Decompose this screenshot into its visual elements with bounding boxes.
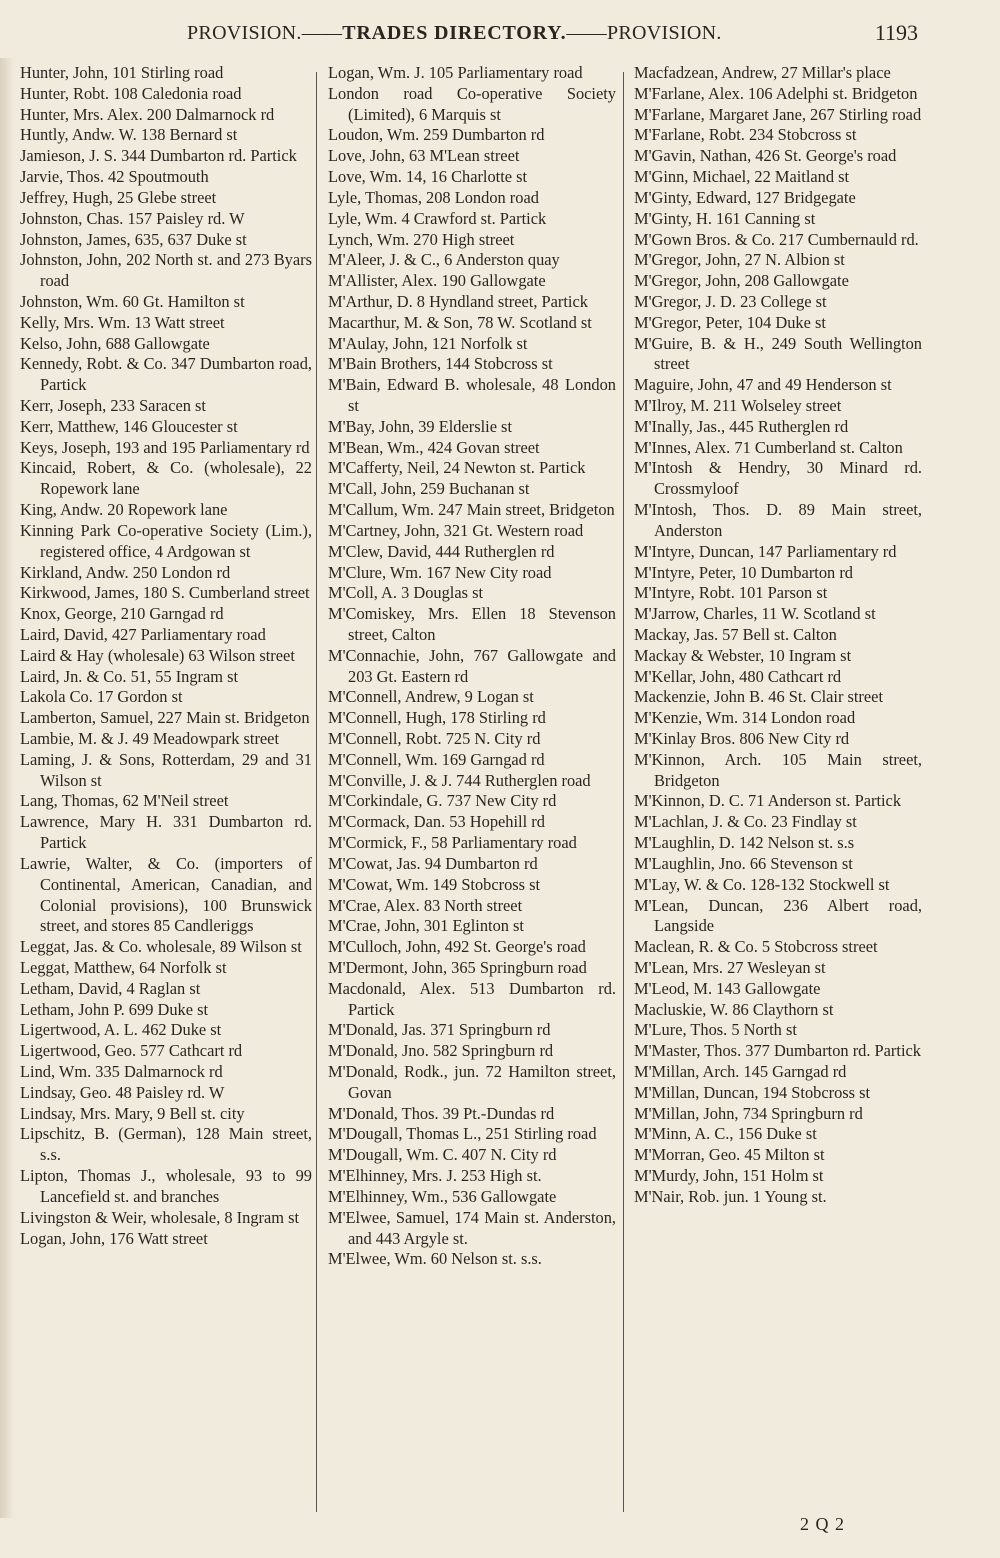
directory-entry: Lakola Co. 17 Gordon st	[20, 687, 183, 707]
directory-entry: M'Crae, Alex. 83 North street	[328, 895, 523, 915]
header-center: TRADES DIRECTORY.	[342, 22, 567, 44]
directory-entry: M'Millan, Duncan, 194 Stobcross st	[634, 1082, 871, 1102]
directory-entry: M'Intyre, Duncan, 147 Parliamentary rd	[634, 541, 897, 561]
directory-entry: M'Intosh & Hendry, 30 Minard rd. Crossmyloof	[634, 458, 922, 499]
directory-entry: M'Connell, Andrew, 9 Logan st	[328, 687, 534, 707]
directory-entry: Letham, David, 4 Raglan st	[20, 978, 201, 998]
directory-entry: Lynch, Wm. 270 High street	[328, 229, 515, 249]
directory-entry: Kinning Park Co-operative Society (Lim.), registered office, 4 Ardgowan st	[20, 520, 312, 561]
directory-entry: Johnston, James, 635, 637 Duke st	[20, 229, 247, 249]
directory-entry: M'Elwee, Samuel, 174 Main st. Anderston, and 443 Argyle st.	[328, 1207, 616, 1248]
directory-entry: Mackay, Jas. 57 Bell st. Calton	[634, 624, 837, 644]
directory-entry: M'Lay, W. & Co. 128-132 Stockwell st	[634, 874, 890, 894]
directory-entry: Livingston & Weir, wholesale, 8 Ingram st	[20, 1207, 300, 1227]
directory-entry: M'Ilroy, M. 211 Wolseley street	[634, 396, 842, 415]
directory-entry: M'Connell, Hugh, 178 Stirling rd	[328, 708, 546, 728]
directory-entry: M'Comiskey, Mrs. Ellen 18 Stevenson street, Calton	[328, 604, 616, 644]
directory-entry: M'Gregor, J. D. 23 College st	[634, 291, 827, 311]
directory-entry: M'Aleer, J. & C., 6 Anderston quay	[328, 250, 560, 270]
directory-entry: Love, John, 63 M'Lean street	[328, 146, 520, 166]
directory-entry: M'Arthur, D. 8 Hyndland street, Partick	[328, 291, 588, 311]
directory-entry: M'Elhinney, Wm., 536 Gallowgate	[328, 1186, 557, 1206]
directory-entry: Leggat, Jas. & Co. wholesale, 89 Wilson st	[20, 937, 302, 957]
directory-entry: M'Farlane, Margaret Jane, 267 Stirling road	[634, 104, 922, 124]
directory-entry: Lang, Thomas, 62 M'Neil street	[20, 791, 229, 811]
directory-columns	[0, 63, 1000, 1513]
directory-entry: M'Cormick, F., 58 Parliamentary road	[328, 833, 577, 853]
directory-entry: M'Morran, Geo. 45 Milton st	[634, 1145, 825, 1165]
directory-entry: M'Dougall, Thomas L., 251 Stirling road	[328, 1124, 597, 1144]
directory-entry: Kelly, Mrs. Wm. 13 Watt street	[20, 312, 225, 332]
signature-mark: 2 Q 2	[800, 1514, 845, 1534]
directory-entry: M'Millan, Arch. 145 Garngad rd	[634, 1062, 847, 1081]
directory-entry: Lind, Wm. 335 Dalmarnock rd	[20, 1062, 223, 1081]
directory-entry: M'Clew, David, 444 Rutherglen rd	[328, 541, 555, 561]
directory-entry: Hunter, John, 101 Stirling road	[20, 63, 224, 82]
directory-entry: Love, Wm. 14, 16 Charlotte st	[328, 167, 528, 187]
directory-entry: Kelso, John, 688 Gallowgate	[20, 333, 210, 353]
directory-entry: M'Allister, Alex. 190 Gallowgate	[328, 271, 546, 291]
directory-entry: M'Lean, Duncan, 236 Albert road, Langside	[634, 895, 922, 936]
directory-entry: Mackenzie, John B. 46 St. Clair street	[634, 687, 883, 707]
directory-entry: M'Corkindale, G. 737 New City rd	[328, 791, 557, 811]
directory-entry: M'Donald, Jno. 582 Springburn rd	[328, 1041, 554, 1061]
directory-entry: Leggat, Matthew, 64 Norfolk st	[20, 957, 227, 977]
directory-entry: M'Lean, Mrs. 27 Wesleyan st	[634, 957, 826, 977]
directory-entry: London road Co-operative Society (Limited), 6 Marquis st	[328, 83, 616, 124]
directory-entry: Jeffrey, Hugh, 25 Glebe street	[20, 187, 217, 207]
directory-entry: Johnston, Wm. 60 Gt. Hamilton st	[20, 291, 245, 311]
directory-entry: M'Cafferty, Neil, 24 Newton st. Partick	[328, 458, 586, 478]
directory-entry: Lawrie, Walter, & Co. (importers of Continental, American, Canadian, and Colonial provisions), 100 Brunswick street, and stores 85 Candleriggs	[20, 853, 312, 936]
directory-entry: Logan, John, 176 Watt street	[20, 1228, 208, 1248]
directory-entry: King, Andw. 20 Ropework lane	[20, 500, 228, 520]
directory-entry: Macdonald, Alex. 513 Dumbarton rd. Partick	[328, 978, 616, 1019]
directory-entry: Laird, David, 427 Parliamentary road	[20, 624, 266, 644]
directory-column-1	[20, 63, 312, 1249]
directory-entry: Laming, J. & Sons, Rotterdam, 29 and 31 Wilson st	[20, 749, 312, 790]
directory-entry: M'Kinnon, D. C. 71 Anderson st. Partick	[634, 791, 902, 811]
directory-entry: M'Laughlin, Jno. 66 Stevenson st	[634, 853, 853, 873]
directory-entry: M'Intyre, Robt. 101 Parson st	[634, 583, 828, 603]
directory-entry: Kerr, Joseph, 233 Saracen st	[20, 396, 206, 415]
directory-entry: M'Donald, Thos. 39 Pt.-Dundas rd	[328, 1103, 555, 1123]
directory-entry: Hunter, Mrs. Alex. 200 Dalmarnock rd	[20, 104, 275, 124]
directory-entry: M'Murdy, John, 151 Holm st	[634, 1166, 824, 1186]
directory-entry: Johnston, John, 202 North st. and 273 Byars road	[20, 250, 312, 291]
directory-entry: M'Lure, Thos. 5 North st	[634, 1020, 797, 1040]
directory-entry: M'Millan, John, 734 Springburn rd	[634, 1103, 863, 1123]
directory-entry: Keys, Joseph, 193 and 195 Parliamentary rd	[20, 437, 310, 457]
directory-entry: Kirkland, Andw. 250 London rd	[20, 562, 231, 582]
directory-column-2	[328, 63, 616, 1270]
directory-entry: M'Connell, Robt. 725 N. City rd	[328, 729, 541, 748]
directory-entry: Loudon, Wm. 259 Dumbarton rd	[328, 125, 545, 145]
directory-entry: Lipton, Thomas J., wholesale, 93 to 99 Lancefield st. and branches	[20, 1166, 312, 1206]
directory-entry: M'Farlane, Robt. 234 Stobcross st	[634, 125, 857, 145]
directory-entry: M'Gavin, Nathan, 426 St. George's road	[634, 146, 897, 166]
directory-entry: Huntly, Andw. W. 138 Bernard st	[20, 125, 238, 145]
directory-entry: Laird, Jn. & Co. 51, 55 Ingram st	[20, 666, 239, 686]
directory-entry: M'Ginty, Edward, 127 Bridgegate	[634, 187, 856, 207]
directory-entry: M'Clure, Wm. 167 New City road	[328, 562, 552, 582]
directory-entry: Jamieson, J. S. 344 Dumbarton rd. Partick	[20, 146, 297, 166]
directory-entry: M'Innes, Alex. 71 Cumberland st. Calton	[634, 437, 903, 457]
directory-entry: M'Nair, Rob. jun. 1 Young st.	[634, 1186, 827, 1206]
directory-entry: M'Kinnon, Arch. 105 Main street, Bridgeton	[634, 749, 922, 790]
directory-entry: M'Ginn, Michael, 22 Maitland st	[634, 167, 850, 187]
directory-entry: M'Dougall, Wm. C. 407 N. City rd	[328, 1145, 557, 1165]
directory-entry: M'Bain, Edward B. wholesale, 48 London st	[328, 375, 616, 415]
directory-entry: Macarthur, M. & Son, 78 W. Scotland st	[328, 312, 592, 332]
directory-entry: Hunter, Robt. 108 Caledonia road	[20, 83, 242, 103]
directory-entry: Johnston, Chas. 157 Paisley rd. W	[20, 208, 245, 228]
directory-entry: Jarvie, Thos. 42 Spoutmouth	[20, 167, 209, 187]
directory-entry: Lindsay, Geo. 48 Paisley rd. W	[20, 1082, 225, 1102]
directory-entry: M'Kenzie, Wm. 314 London road	[634, 708, 856, 728]
directory-entry: Ligertwood, A. L. 462 Duke st	[20, 1020, 222, 1040]
directory-entry: Lamberton, Samuel, 227 Main st. Bridgeton	[20, 708, 310, 728]
directory-entry: M'Call, John, 259 Buchanan st	[328, 479, 530, 499]
directory-entry: M'Guire, B. & H., 249 South Wellington street	[634, 333, 922, 374]
running-header	[0, 18, 1000, 52]
directory-entry: Lipschitz, B. (German), 128 Main street, s.s.	[20, 1124, 312, 1165]
directory-entry: Macluskie, W. 86 Claythorn st	[634, 999, 834, 1019]
directory-entry: M'Gregor, John, 27 N. Albion st	[634, 250, 845, 270]
directory-entry: Ligertwood, Geo. 577 Cathcart rd	[20, 1041, 243, 1061]
directory-entry: M'Jarrow, Charles, 11 W. Scotland st	[634, 604, 876, 624]
directory-entry: M'Master, Thos. 377 Dumbarton rd. Partick	[634, 1041, 921, 1061]
directory-entry: M'Leod, M. 143 Gallowgate	[634, 978, 821, 998]
directory-entry: M'Kellar, John, 480 Cathcart rd	[634, 666, 842, 686]
directory-entry: M'Coll, A. 3 Douglas st	[328, 583, 484, 603]
directory-entry: M'Callum, Wm. 247 Main street, Bridgeton	[328, 500, 615, 520]
directory-entry: M'Gregor, John, 208 Gallowgate	[634, 271, 849, 291]
directory-entry: M'Elhinney, Mrs. J. 253 High st.	[328, 1166, 542, 1186]
directory-entry: M'Ginty, H. 161 Canning st	[634, 208, 816, 228]
directory-entry: M'Conville, J. & J. 744 Rutherglen road	[328, 770, 591, 790]
directory-entry: M'Cowat, Jas. 94 Dumbarton rd	[328, 853, 538, 873]
directory-entry: M'Intyre, Peter, 10 Dumbarton rd	[634, 562, 853, 582]
directory-entry: Lawrence, Mary H. 331 Dumbarton rd. Partick	[20, 812, 312, 853]
directory-entry: M'Gown Bros. & Co. 217 Cumbernauld rd.	[634, 229, 919, 249]
directory-entry: M'Culloch, John, 492 St. George's road	[328, 937, 586, 957]
directory-entry: M'Connachie, John, 767 Gallowgate and 203 Gt. Eastern rd	[328, 645, 616, 686]
directory-entry: Lindsay, Mrs. Mary, 9 Bell st. city	[20, 1103, 245, 1123]
directory-entry: M'Bean, Wm., 424 Govan street	[328, 437, 540, 457]
header-title: PROVISION.——TRADES DIRECTORY.——PROVISION.	[187, 22, 722, 44]
directory-entry: M'Cormack, Dan. 53 Hopehill rd	[328, 812, 545, 832]
directory-entry: Logan, Wm. J. 105 Parliamentary road	[328, 63, 583, 82]
directory-entry: Knox, George, 210 Garngad rd	[20, 604, 224, 624]
directory-entry: M'Donald, Jas. 371 Springburn rd	[328, 1020, 551, 1040]
directory-entry: M'Bain Brothers, 144 Stobcross st	[328, 354, 553, 374]
directory-entry: M'Farlane, Alex. 106 Adelphi st. Bridgeton	[634, 83, 918, 103]
directory-entry: M'Connell, Wm. 169 Garngad rd	[328, 749, 545, 769]
directory-entry: M'Minn, A. C., 156 Duke st	[634, 1124, 817, 1144]
directory-entry: Mackay & Webster, 10 Ingram st	[634, 645, 852, 665]
directory-entry: M'Crae, John, 301 Eglinton st	[328, 916, 524, 936]
directory-entry: M'Kinlay Bros. 806 New City rd	[634, 729, 850, 748]
directory-entry: M'Elwee, Wm. 60 Nelson st. s.s.	[328, 1249, 542, 1269]
directory-entry: Maclean, R. & Co. 5 Stobcross street	[634, 937, 878, 957]
directory-entry: M'Intosh, Thos. D. 89 Main street, Anderston	[634, 500, 922, 540]
page-number: 1193	[874, 20, 918, 45]
header-left: PROVISION.	[187, 22, 302, 44]
directory-entry: Macfadzean, Andrew, 27 Millar's place	[634, 63, 891, 82]
directory-entry: Kirkwood, James, 180 S. Cumberland street	[20, 583, 310, 603]
header-right: PROVISION.	[606, 22, 722, 44]
directory-entry: Letham, John P. 699 Duke st	[20, 999, 209, 1019]
directory-entry: M'Donald, Rodk., jun. 72 Hamilton street, Govan	[328, 1062, 616, 1102]
directory-entry: M'Lachlan, J. & Co. 23 Findlay st	[634, 812, 857, 832]
directory-entry: M'Bay, John, 39 Elderslie st	[328, 416, 512, 436]
directory-entry: Kennedy, Robt. & Co. 347 Dumbarton road, Partick	[20, 354, 312, 395]
directory-entry: Kerr, Matthew, 146 Gloucester st	[20, 416, 238, 436]
directory-entry: M'Inally, Jas., 445 Rutherglen rd	[634, 416, 849, 436]
directory-entry: M'Cowat, Wm. 149 Stobcross st	[328, 874, 541, 894]
directory-entry: Laird & Hay (wholesale) 63 Wilson street	[20, 645, 295, 665]
directory-entry: Lyle, Wm. 4 Crawford st. Partick	[328, 208, 547, 228]
directory-entry: Maguire, John, 47 and 49 Henderson st	[634, 375, 892, 395]
directory-entry: M'Aulay, John, 121 Norfolk st	[328, 333, 528, 353]
directory-entry: M'Cartney, John, 321 Gt. Western road	[328, 520, 584, 540]
directory-entry: Lambie, M. & J. 49 Meadowpark street	[20, 729, 280, 748]
directory-entry: M'Laughlin, D. 142 Nelson st. s.s	[634, 833, 855, 853]
directory-column-3	[634, 63, 922, 1208]
directory-entry: M'Dermont, John, 365 Springburn road	[328, 957, 587, 977]
directory-entry: Lyle, Thomas, 208 London road	[328, 187, 539, 207]
directory-entry: Kincaid, Robert, & Co. (wholesale), 22 Ropework lane	[20, 458, 312, 499]
directory-entry: M'Gregor, Peter, 104 Duke st	[634, 312, 826, 332]
